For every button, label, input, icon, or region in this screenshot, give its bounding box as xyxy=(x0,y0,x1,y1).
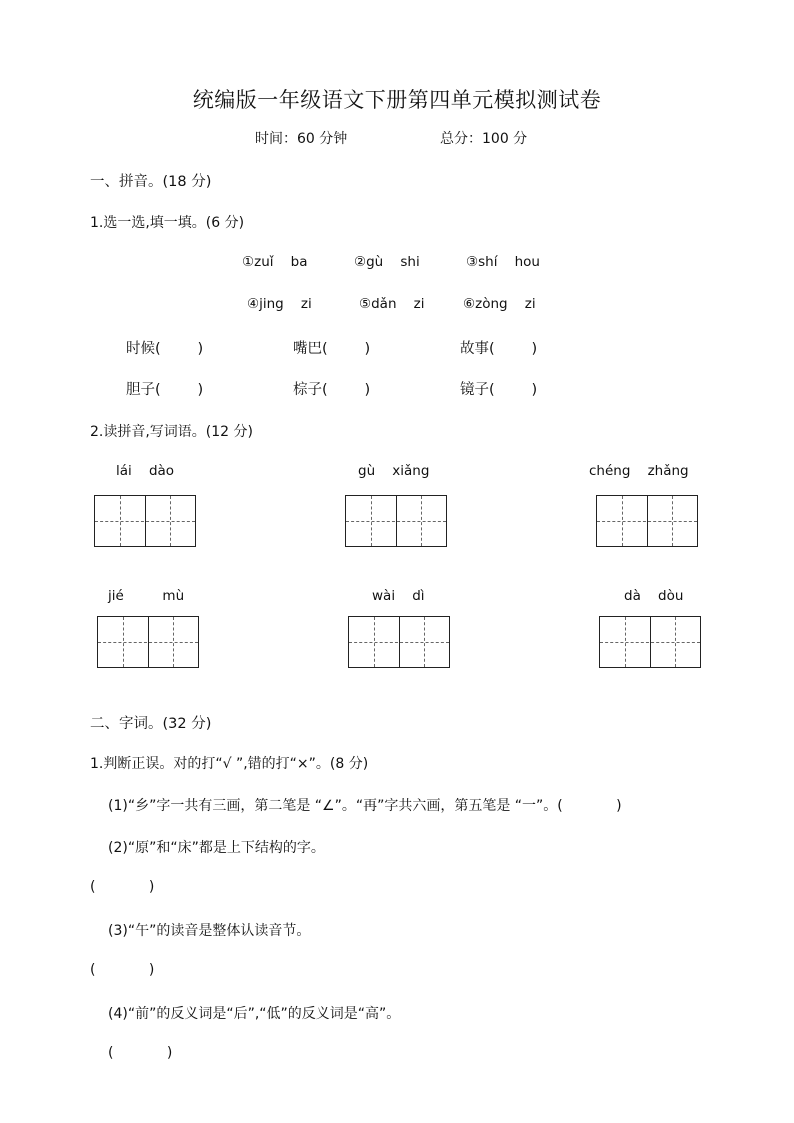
judge-item-2: (2)“原”和“床”都是上下结构的字。 xyxy=(108,840,325,856)
question-2-1-heading: 1.判断正误。对的打“√ ”,错的打“×”。(8 分) xyxy=(90,756,369,772)
pinyin-prompt-3: chéng zhǎng xyxy=(589,463,689,479)
writing-grid-3[interactable] xyxy=(596,495,698,547)
writing-grid-6[interactable] xyxy=(599,616,701,668)
fill-blank-6[interactable]: 镜子( ) xyxy=(460,382,538,398)
fill-blank-4[interactable]: 胆子( ) xyxy=(126,382,204,398)
writing-grid-1[interactable] xyxy=(94,495,196,547)
question-1-1-heading: 1.选一选,填一填。(6 分) xyxy=(90,215,245,231)
writing-grid-4[interactable] xyxy=(97,616,199,668)
pinyin-prompt-2: gù xiǎng xyxy=(358,463,430,479)
fill-blank-1[interactable]: 时候( ) xyxy=(126,341,204,357)
writing-grid-5[interactable] xyxy=(348,616,450,668)
pinyin-prompt-6: dà dòu xyxy=(624,588,684,604)
answer-blank-2[interactable]: ( ) xyxy=(90,879,155,895)
pinyin-option-5: ⑤dǎn zi xyxy=(359,296,425,312)
pinyin-option-3: ③shí hou xyxy=(466,254,540,270)
fill-blank-3[interactable]: 故事( ) xyxy=(460,341,538,357)
judge-item-3: (3)“午”的读音是整体认读音节。 xyxy=(108,923,311,939)
pinyin-option-2: ②gù shi xyxy=(354,254,420,270)
section-1-heading: 一、拼音。(18 分) xyxy=(90,174,212,190)
pinyin-prompt-1: lái dào xyxy=(116,463,175,479)
section-2-heading: 二、字词。(32 分) xyxy=(90,716,212,732)
answer-blank-4[interactable]: ( ) xyxy=(108,1045,173,1061)
pinyin-prompt-4: jié mù xyxy=(108,588,185,604)
question-1-2-heading: 2.读拼音,写词语。(12 分) xyxy=(90,424,253,440)
pinyin-option-1: ①zuǐ ba xyxy=(242,254,308,270)
pinyin-option-6: ⑥zòng zi xyxy=(463,296,536,312)
exam-total-score: 总分：100 分 xyxy=(440,131,528,147)
pinyin-prompt-5: wài dì xyxy=(372,588,425,604)
exam-time: 时间：60 分钟 xyxy=(255,131,348,147)
answer-blank-3[interactable]: ( ) xyxy=(90,962,155,978)
page-title: 统编版一年级语文下册第四单元模拟测试卷 xyxy=(192,88,602,112)
pinyin-option-4: ④jing zi xyxy=(247,296,312,312)
writing-grid-2[interactable] xyxy=(345,495,447,547)
judge-item-1: (1)“乡”字一共有三画，第二笔是 “∠”。“再”字共六画，第五笔是 “一”。( ) xyxy=(108,798,622,814)
fill-blank-5[interactable]: 棕子( ) xyxy=(293,382,371,398)
fill-blank-2[interactable]: 嘴巴( ) xyxy=(293,341,371,357)
judge-item-4: (4)“前”的反义词是“后”,“低”的反义词是“高”。 xyxy=(108,1006,401,1022)
